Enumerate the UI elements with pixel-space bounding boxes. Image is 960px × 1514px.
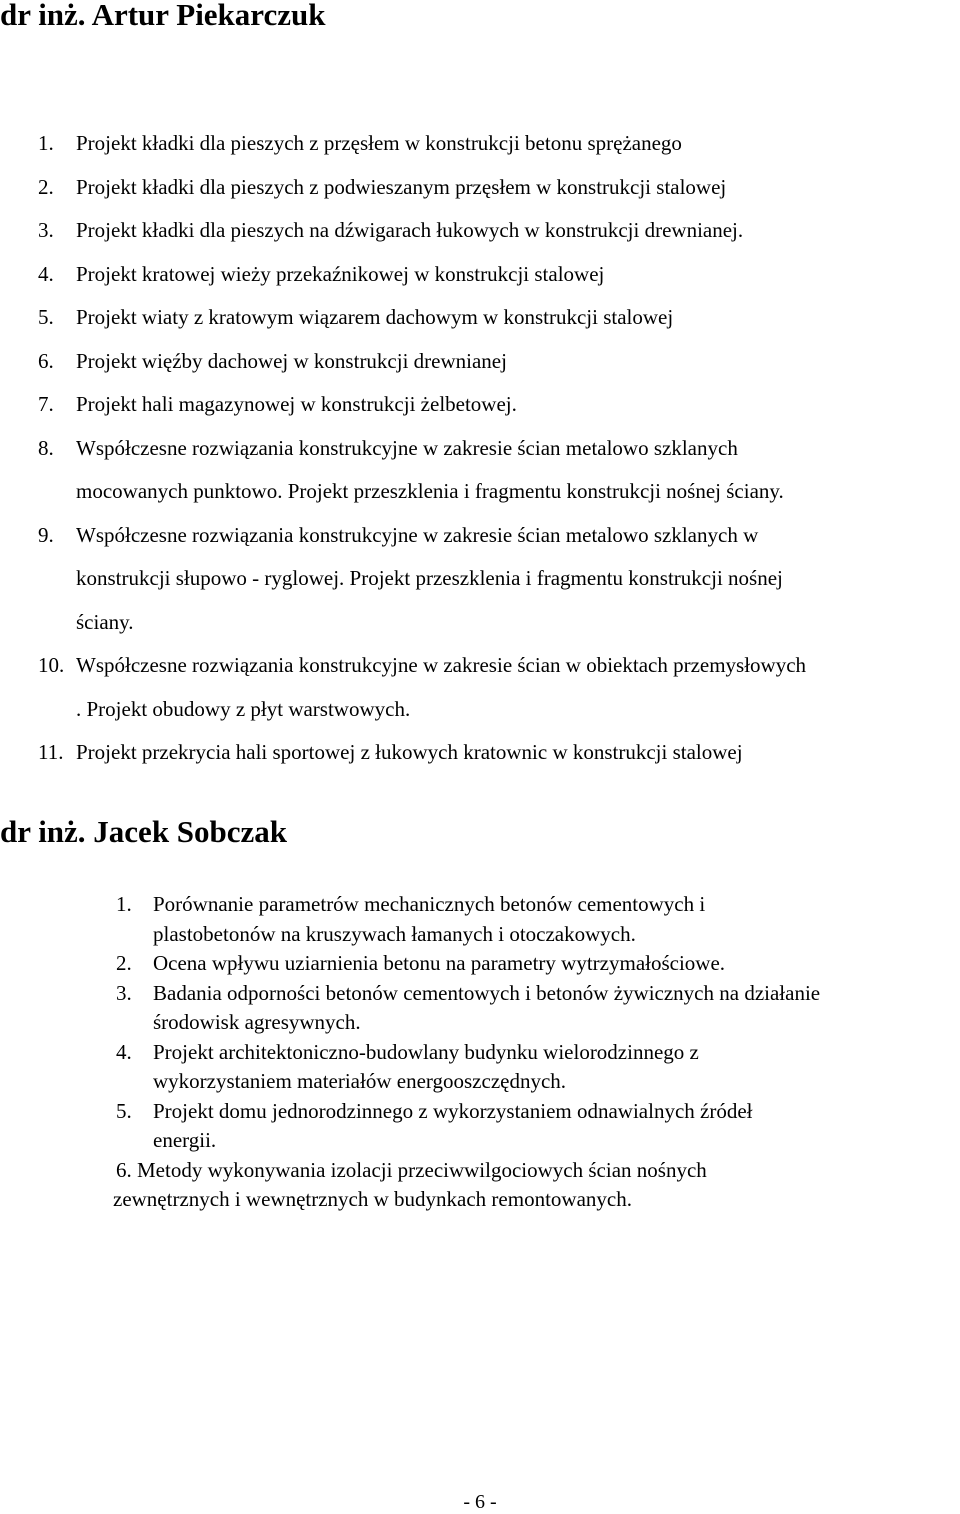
- list-item: [116, 1038, 960, 1097]
- item-text: środowisk agresywnych.: [153, 1010, 361, 1034]
- item-number: 9.: [38, 522, 54, 547]
- item-number: 4.: [38, 261, 54, 286]
- item-text: Porównanie parametrów mechanicznych betonów cementowych i: [153, 892, 706, 916]
- item-text: wykorzystaniem materiałów energooszczędnych.: [153, 1069, 567, 1093]
- author-heading-sobczak: dr inż. Jacek Sobczak: [0, 814, 288, 849]
- item-text: Współczesne rozwiązania konstrukcyjne w zakresie ścian w obiektach przemysłowych: [76, 653, 807, 677]
- item-text: 6. Metody wykonywania izolacji przeciwwilgociowych ścian nośnych: [116, 1157, 707, 1182]
- item-text: zewnętrznych i wewnętrznych w budynkach remontowanych.: [113, 1187, 632, 1211]
- list-item: [38, 340, 960, 384]
- item-text: mocowanych punktowo. Projekt przeszklenia i fragmentu konstrukcji nośnej ściany.: [76, 479, 784, 503]
- item-text: Badania odporności betonów cementowych i betonów żywicznych na działanie: [153, 980, 821, 1005]
- item-number: 11.: [38, 740, 64, 764]
- list-item: [38, 253, 960, 297]
- page-number: - 6 -: [463, 1491, 497, 1513]
- item-text: Projekt kratowej wieży przekaźnikowej w konstrukcji stalowej: [76, 261, 605, 286]
- list-item: [116, 890, 960, 949]
- item-text: Ocena wpływu uziarnienia betonu na parametry wytrzymałościowe.: [153, 951, 726, 975]
- item-number: 6.: [38, 348, 54, 373]
- item-text: Projekt przekrycia hali sportowej z łukowych kratownic w konstrukcji stalowej: [76, 740, 743, 764]
- list-item: [38, 166, 960, 210]
- item-number: 5.: [116, 1098, 132, 1123]
- item-number: 3.: [38, 218, 54, 242]
- item-text: plastobetonów na kruszywach łamanych i otoczakowych.: [153, 921, 636, 946]
- list-item: [38, 514, 960, 645]
- item-text: energii.: [153, 1128, 217, 1152]
- item-number: 5.: [38, 305, 54, 329]
- topic-list-piekarczuk: [38, 122, 960, 775]
- item-text: konstrukcji słupowo - ryglowej. Projekt przeszklenia i fragmentu konstrukcji nośnej: [76, 566, 783, 590]
- item-number: 2.: [38, 174, 54, 199]
- list-item: [116, 1097, 960, 1156]
- list-item: [38, 427, 960, 514]
- list-item: [38, 122, 960, 166]
- item-text: Współczesne rozwiązania konstrukcyjne w zakresie ścian metalowo szklanych w: [76, 522, 759, 547]
- item-text: Projekt więźby dachowej w konstrukcji drewnianej: [76, 348, 507, 373]
- item-text: . Projekt obudowy z płyt warstwowych.: [76, 696, 411, 721]
- item-number: 8.: [38, 435, 54, 460]
- item-number: 10.: [38, 653, 65, 677]
- item-number: 1.: [116, 892, 132, 916]
- item-text: Projekt kładki dla pieszych na dźwigarach łukowych w konstrukcji drewnianej.: [76, 218, 744, 242]
- list-item: [38, 731, 960, 775]
- item-text: Projekt hali magazynowej w konstrukcji żelbetowej.: [76, 392, 517, 416]
- list-item: [38, 209, 960, 253]
- list-item: [113, 1156, 960, 1215]
- item-text: Projekt architektoniczno-budowlany budynku wielorodzinnego z: [153, 1039, 699, 1064]
- topic-list-sobczak: [113, 890, 960, 1215]
- item-text: Projekt wiaty z kratowym wiązarem dachowym w konstrukcji stalowej: [76, 305, 674, 329]
- item-text: Projekt kładki dla pieszych z podwieszanym przęsłem w konstrukcji stalowej: [76, 174, 727, 199]
- list-item: [38, 383, 960, 427]
- item-number: 2.: [116, 951, 132, 975]
- item-text: Współczesne rozwiązania konstrukcyjne w zakresie ścian metalowo szklanych: [76, 435, 738, 460]
- item-text: ściany.: [76, 609, 134, 634]
- item-number: 4.: [116, 1039, 132, 1064]
- list-item: [38, 644, 960, 731]
- item-number: 3.: [116, 980, 132, 1005]
- author-heading-piekarczuk: dr inż. Artur Piekarczuk: [0, 0, 326, 32]
- list-item: [116, 979, 960, 1038]
- list-item: [38, 296, 960, 340]
- item-text: Projekt kładki dla pieszych z przęsłem w konstrukcji betonu sprężanego: [76, 131, 682, 155]
- item-number: 1.: [38, 131, 54, 155]
- item-number: 7.: [38, 392, 54, 416]
- item-text: Projekt domu jednorodzinnego z wykorzystaniem odnawialnych źródeł: [153, 1098, 753, 1123]
- list-item: [116, 949, 960, 979]
